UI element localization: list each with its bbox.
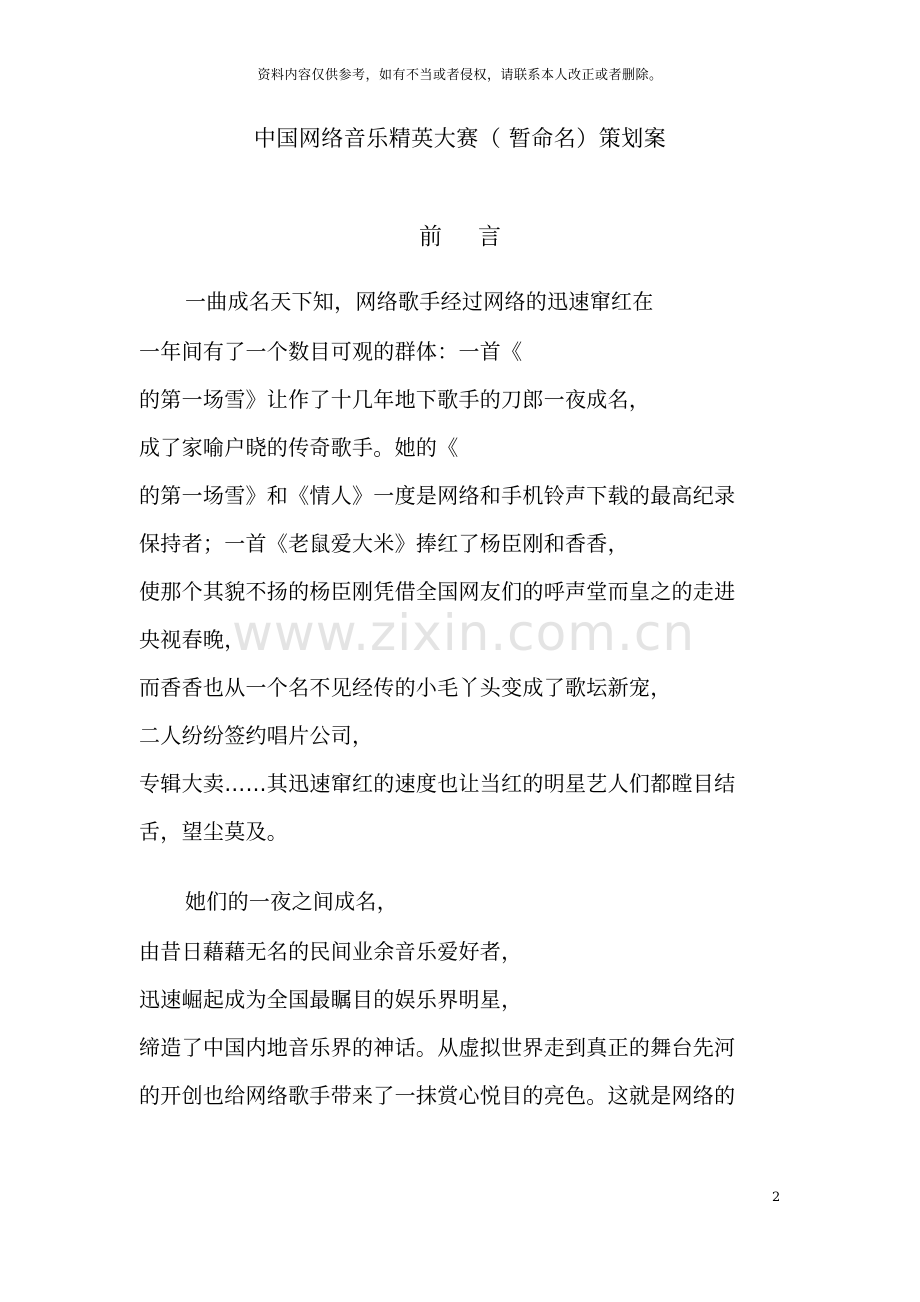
- paragraph-line: 一年间有了一个数目可观的群体：一首《: [139, 340, 523, 364]
- paragraph-line: 的第一场雪》让作了十几年地下歌手的刀郎一夜成名，: [139, 388, 651, 412]
- paragraph-line: 舌，望尘莫及。: [139, 820, 289, 844]
- section-title: 前言: [419, 224, 537, 250]
- paragraph-line: 央视春晚，: [139, 628, 246, 652]
- watermark: www.zixin.com.cn: [232, 604, 696, 662]
- paragraph-line: 她们的一夜之间成名，: [185, 890, 398, 914]
- paragraph-line: 而香香也从一个名不见经传的小毛丫头变成了歌坛新宠，: [139, 676, 672, 700]
- paragraph-line: 迅速崛起成为全国最瞩目的娱乐界明星，: [139, 988, 523, 1012]
- paragraph-line: 的第一场雪》和《情人》一度是网络和手机铃声下载的最高纪录: [139, 484, 736, 508]
- paragraph-line: 专辑大卖……其迅速窜红的速度也让当红的明星艺人们都瞠目结: [139, 772, 736, 796]
- paragraph-line: 成了家喻户晓的传奇歌手。她的《: [139, 436, 459, 460]
- paragraph-line: 二人纷纷签约唱片公司，: [139, 724, 374, 748]
- paragraph-line: 由昔日藉藉无名的民间业余音乐爱好者，: [139, 940, 523, 964]
- paragraph-line: 缔造了中国内地音乐界的神话。从虚拟世界走到真正的舞台先河: [139, 1036, 736, 1060]
- paragraph-line: 保持者；一首《老鼠爱大米》捧红了杨臣刚和香香，: [139, 532, 629, 556]
- paragraph-line: 的开创也给网络歌手带来了一抹赏心悦目的亮色。这就是网络的: [139, 1084, 736, 1108]
- document-title: 中国网络音乐精英大赛（ 暂命名）策划案: [253, 127, 667, 152]
- paragraph-line: 使那个其貌不扬的杨臣刚凭借全国网友们的呼声堂而皇之的走进: [139, 580, 736, 604]
- page-number: 2: [772, 1190, 781, 1205]
- header-disclaimer: 资料内容仅供参考，如有不当或者侵权，请联系本人改正或者删除。: [257, 68, 663, 83]
- paragraph-line: 一曲成名天下知，网络歌手经过网络的迅速窜红在: [185, 290, 654, 314]
